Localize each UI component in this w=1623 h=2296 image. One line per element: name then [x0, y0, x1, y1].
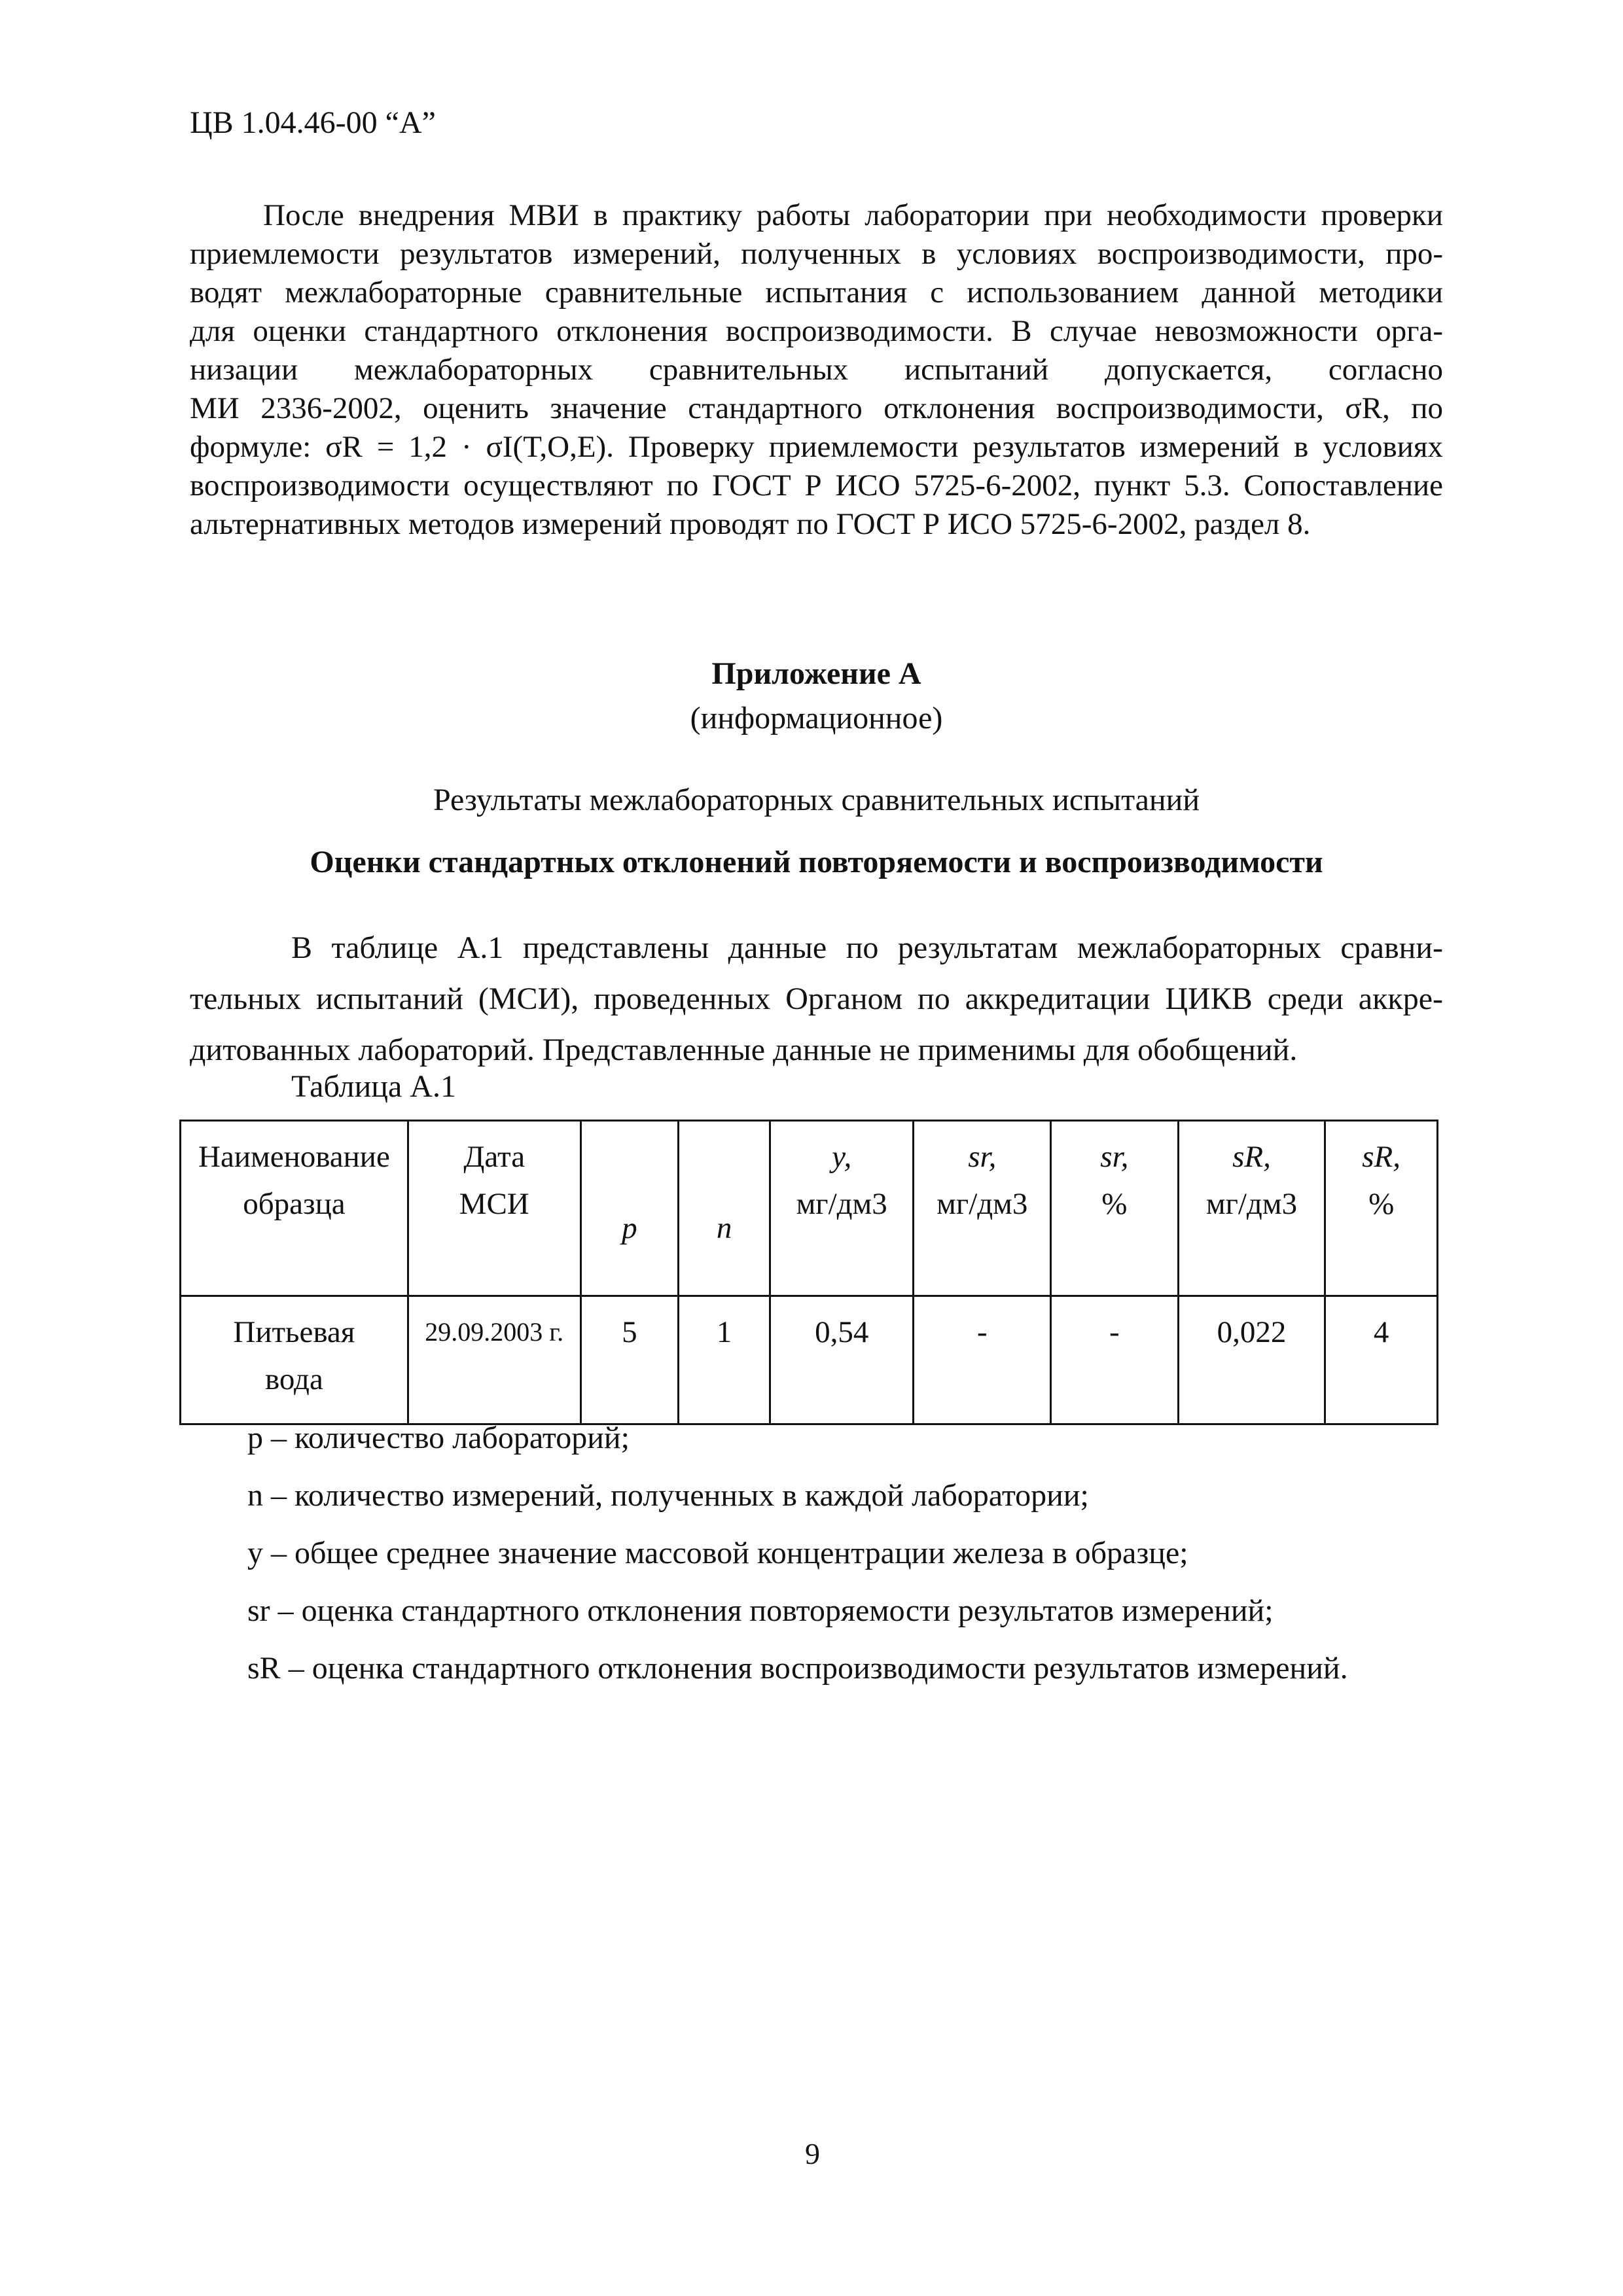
intro-line: приемлемости результатов измерений, полученных в условиях воспроизводимости, про-	[190, 237, 1443, 271]
legend-item: sr – оценка стандартного отклонения повторяемости результатов измерений;	[247, 1593, 1274, 1628]
header-n: n	[679, 1121, 770, 1296]
header-sr-pct: sr, %	[1051, 1121, 1179, 1296]
intro-paragraph	[190, 196, 1443, 544]
legend-item: n – количество измерений, полученных в каждой лаборатории;	[247, 1478, 1089, 1513]
header-date: Дата МСИ	[408, 1121, 580, 1296]
table-row	[181, 1296, 1438, 1424]
results-table	[179, 1120, 1438, 1425]
cell-y: 0,54	[770, 1296, 914, 1424]
estimates-title: Оценки стандартных отклонений повторяемости и воспроизводимости	[310, 845, 1323, 879]
intro-line: воспроизводимости осуществляют по ГОСТ Р ИСО 5725-6-2002, пункт 5.3. Сопоставление	[190, 468, 1443, 503]
para2-line: тельных испытаний (МСИ), проведенных Органом по аккредитации ЦИКВ среди аккре-	[190, 981, 1443, 1016]
cell-sR-abs: 0,022	[1178, 1296, 1325, 1424]
cell-sample-name: Питьевая вода	[181, 1296, 408, 1424]
intro-line: водят межлабораторные сравнительные испытания с использованием данной методики	[190, 275, 1443, 309]
header-p: p	[580, 1121, 679, 1296]
header-sR-abs: sR, мг/дм3	[1178, 1121, 1325, 1296]
cell-sr-abs: -	[914, 1296, 1051, 1424]
cell-n: 1	[679, 1296, 770, 1424]
legend-item: p – количество лабораторий;	[247, 1421, 630, 1455]
legend-item: sR – оценка стандартного отклонения воспроизводимости результатов измерений.	[247, 1651, 1348, 1686]
intro-line: После внедрения МВИ в практику работы лаборатории при необходимости проверки	[263, 198, 1443, 232]
page-number: 9	[805, 2137, 820, 2170]
intro-line: формуле: σR = 1,2 · σI(T,O,E). Проверку приемлемости результатов измерений в условиях	[190, 430, 1443, 464]
document-code-header: ЦВ 1.04.46-00 “А”	[190, 105, 436, 140]
cell-p: 5	[580, 1296, 679, 1424]
table-header-row	[181, 1121, 1438, 1296]
table-caption: Таблица А.1	[291, 1069, 456, 1104]
header-y: y, мг/дм3	[770, 1121, 914, 1296]
cell-sr-pct: -	[1051, 1296, 1179, 1424]
cell-date: 29.09.2003 г.	[408, 1296, 580, 1424]
header-sample-name: Наименование образца	[181, 1121, 408, 1296]
table-intro-paragraph	[190, 923, 1443, 1076]
results-title: Результаты межлабораторных сравнительных испытаний	[433, 783, 1200, 817]
legend-item: y – общее среднее значение массовой концентрации железа в образце;	[247, 1536, 1188, 1570]
para2-line: дитованных лабораторий. Представленные данные не применимы для обобщений.	[190, 1033, 1298, 1067]
intro-line: МИ 2336-2002, оценить значение стандартного отклонения воспроизводимости, σR, по	[190, 391, 1443, 425]
para2-line: В таблице А.1 представлены данные по результатам межлабораторных сравни-	[291, 930, 1443, 965]
appendix-subtitle: (информационное)	[690, 701, 943, 735]
cell-sR-pct: 4	[1325, 1296, 1438, 1424]
header-sR-pct: sR, %	[1325, 1121, 1438, 1296]
intro-line: альтернативных методов измерений проводят по ГОСТ Р ИСО 5725-6-2002, раздел 8.	[190, 507, 1311, 541]
appendix-title: Приложение А	[711, 656, 921, 691]
header-sr-abs: sr, мг/дм3	[914, 1121, 1051, 1296]
intro-line: низации межлабораторных сравнительных испытаний допускается, согласно	[190, 353, 1443, 387]
intro-line: для оценки стандартного отклонения воспроизводимости. В случае невозможности орга-	[190, 314, 1443, 348]
